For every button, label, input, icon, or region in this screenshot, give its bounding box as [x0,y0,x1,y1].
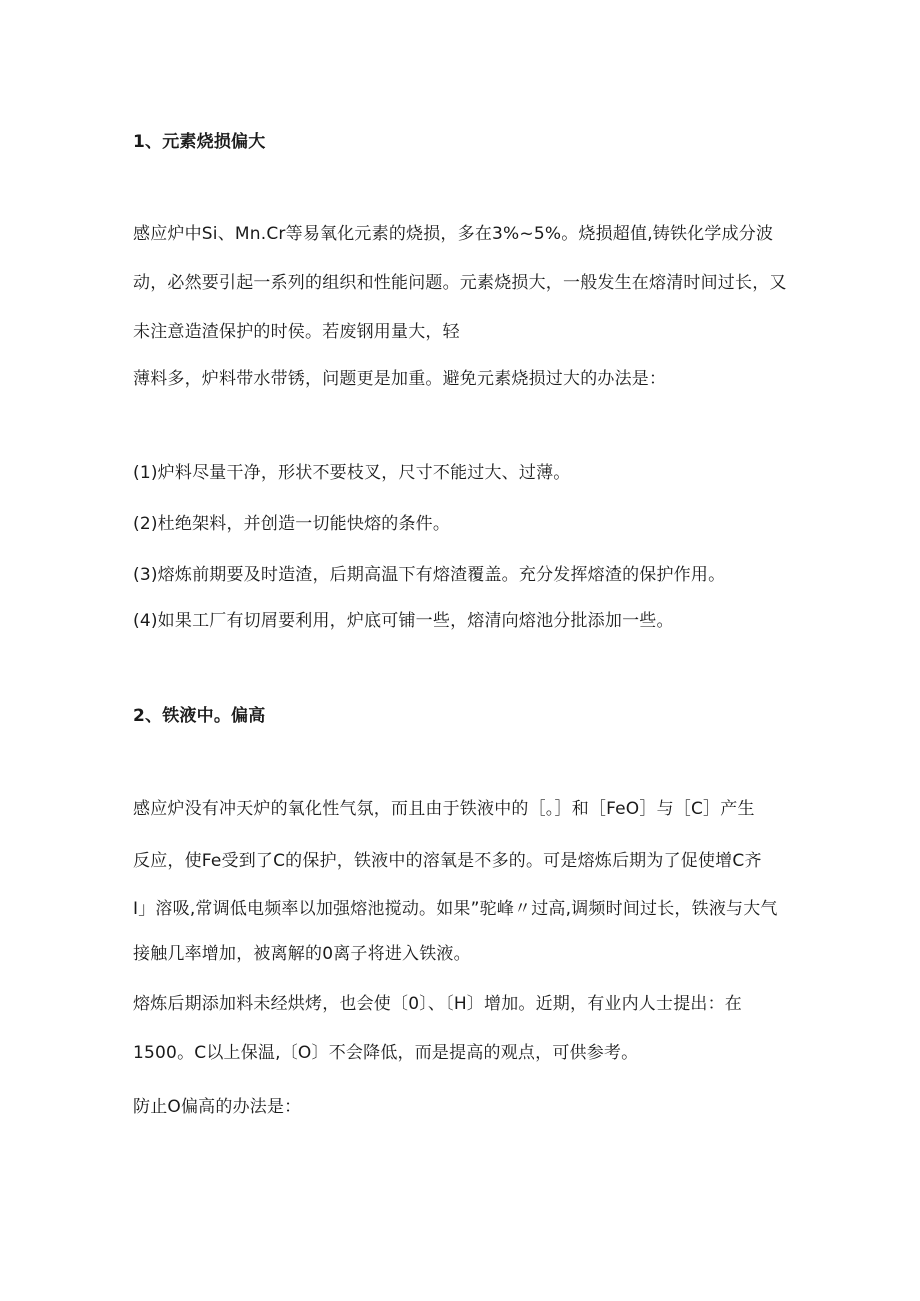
section-1-list-item: (3)熔炼前期要及时造渣，后期高温下有熔渣覆盖。充分发挥熔渣的保护作用。 [133,565,726,585]
section-2-paragraph-line: 感应炉没有冲天炉的氧化性气氛，而且由于铁液中的［。］和［FeO］与［C］产生 [133,799,755,819]
section-2-paragraph-line: 1500。C以上保温,〔O〕不会降低，而是提高的观点，可供参考。 [133,1043,639,1063]
section-2-paragraph-line: 熔炼后期添加料未经烘烤，也会使〔0〕、〔H〕增加。近期，有业内人士提出：在 [133,994,742,1014]
section-2-paragraph-line: I」溶吸,常调低电频率以加强熔池搅动。如果”驼峰〃过高,调频时间过长，铁液与大气 [133,899,778,919]
section-1-heading: 1、元素烧损偏大 [133,132,266,152]
section-1-paragraph-line: 未注意造渣保护的时侯。若废钢用量大，轻 [133,322,460,342]
section-2-paragraph-line: 反应，使Fe受到了C的保护，铁液中的溶氧是不多的。可是熔炼后期为了促使增C齐 [133,851,762,871]
section-2-paragraph-line: 防止O偏高的办法是： [133,1097,302,1117]
section-1-paragraph-line: 感应炉中Si、Mn.Cr等易氧化元素的烧损，多在3%~5%。烧损超值,铸铁化学成分波 [133,224,774,244]
section-1-list-item: (4)如果工厂有切屑要利用，炉底可铺一些，熔清向熔池分批添加一些。 [133,611,674,631]
section-2-paragraph-line: 接触几率增加，被离解的0离子将进入铁液。 [133,944,471,964]
section-2-heading: 2、铁液中。偏高 [133,706,266,726]
section-1-list-item: (1)炉料尽量干净，形状不要枝叉，尺寸不能过大、过薄。 [133,463,571,483]
section-1-paragraph-line: 薄料多，炉料带水带锈，问题更是加重。避免元素烧损过大的办法是： [133,369,667,389]
section-1-list-item: (2)杜绝架料，并创造一切能快熔的条件。 [133,514,451,534]
section-1-paragraph-line: 动，必然要引起一系列的组织和性能问题。元素烧损大，一般发生在熔清时间过长，又 [133,273,787,293]
